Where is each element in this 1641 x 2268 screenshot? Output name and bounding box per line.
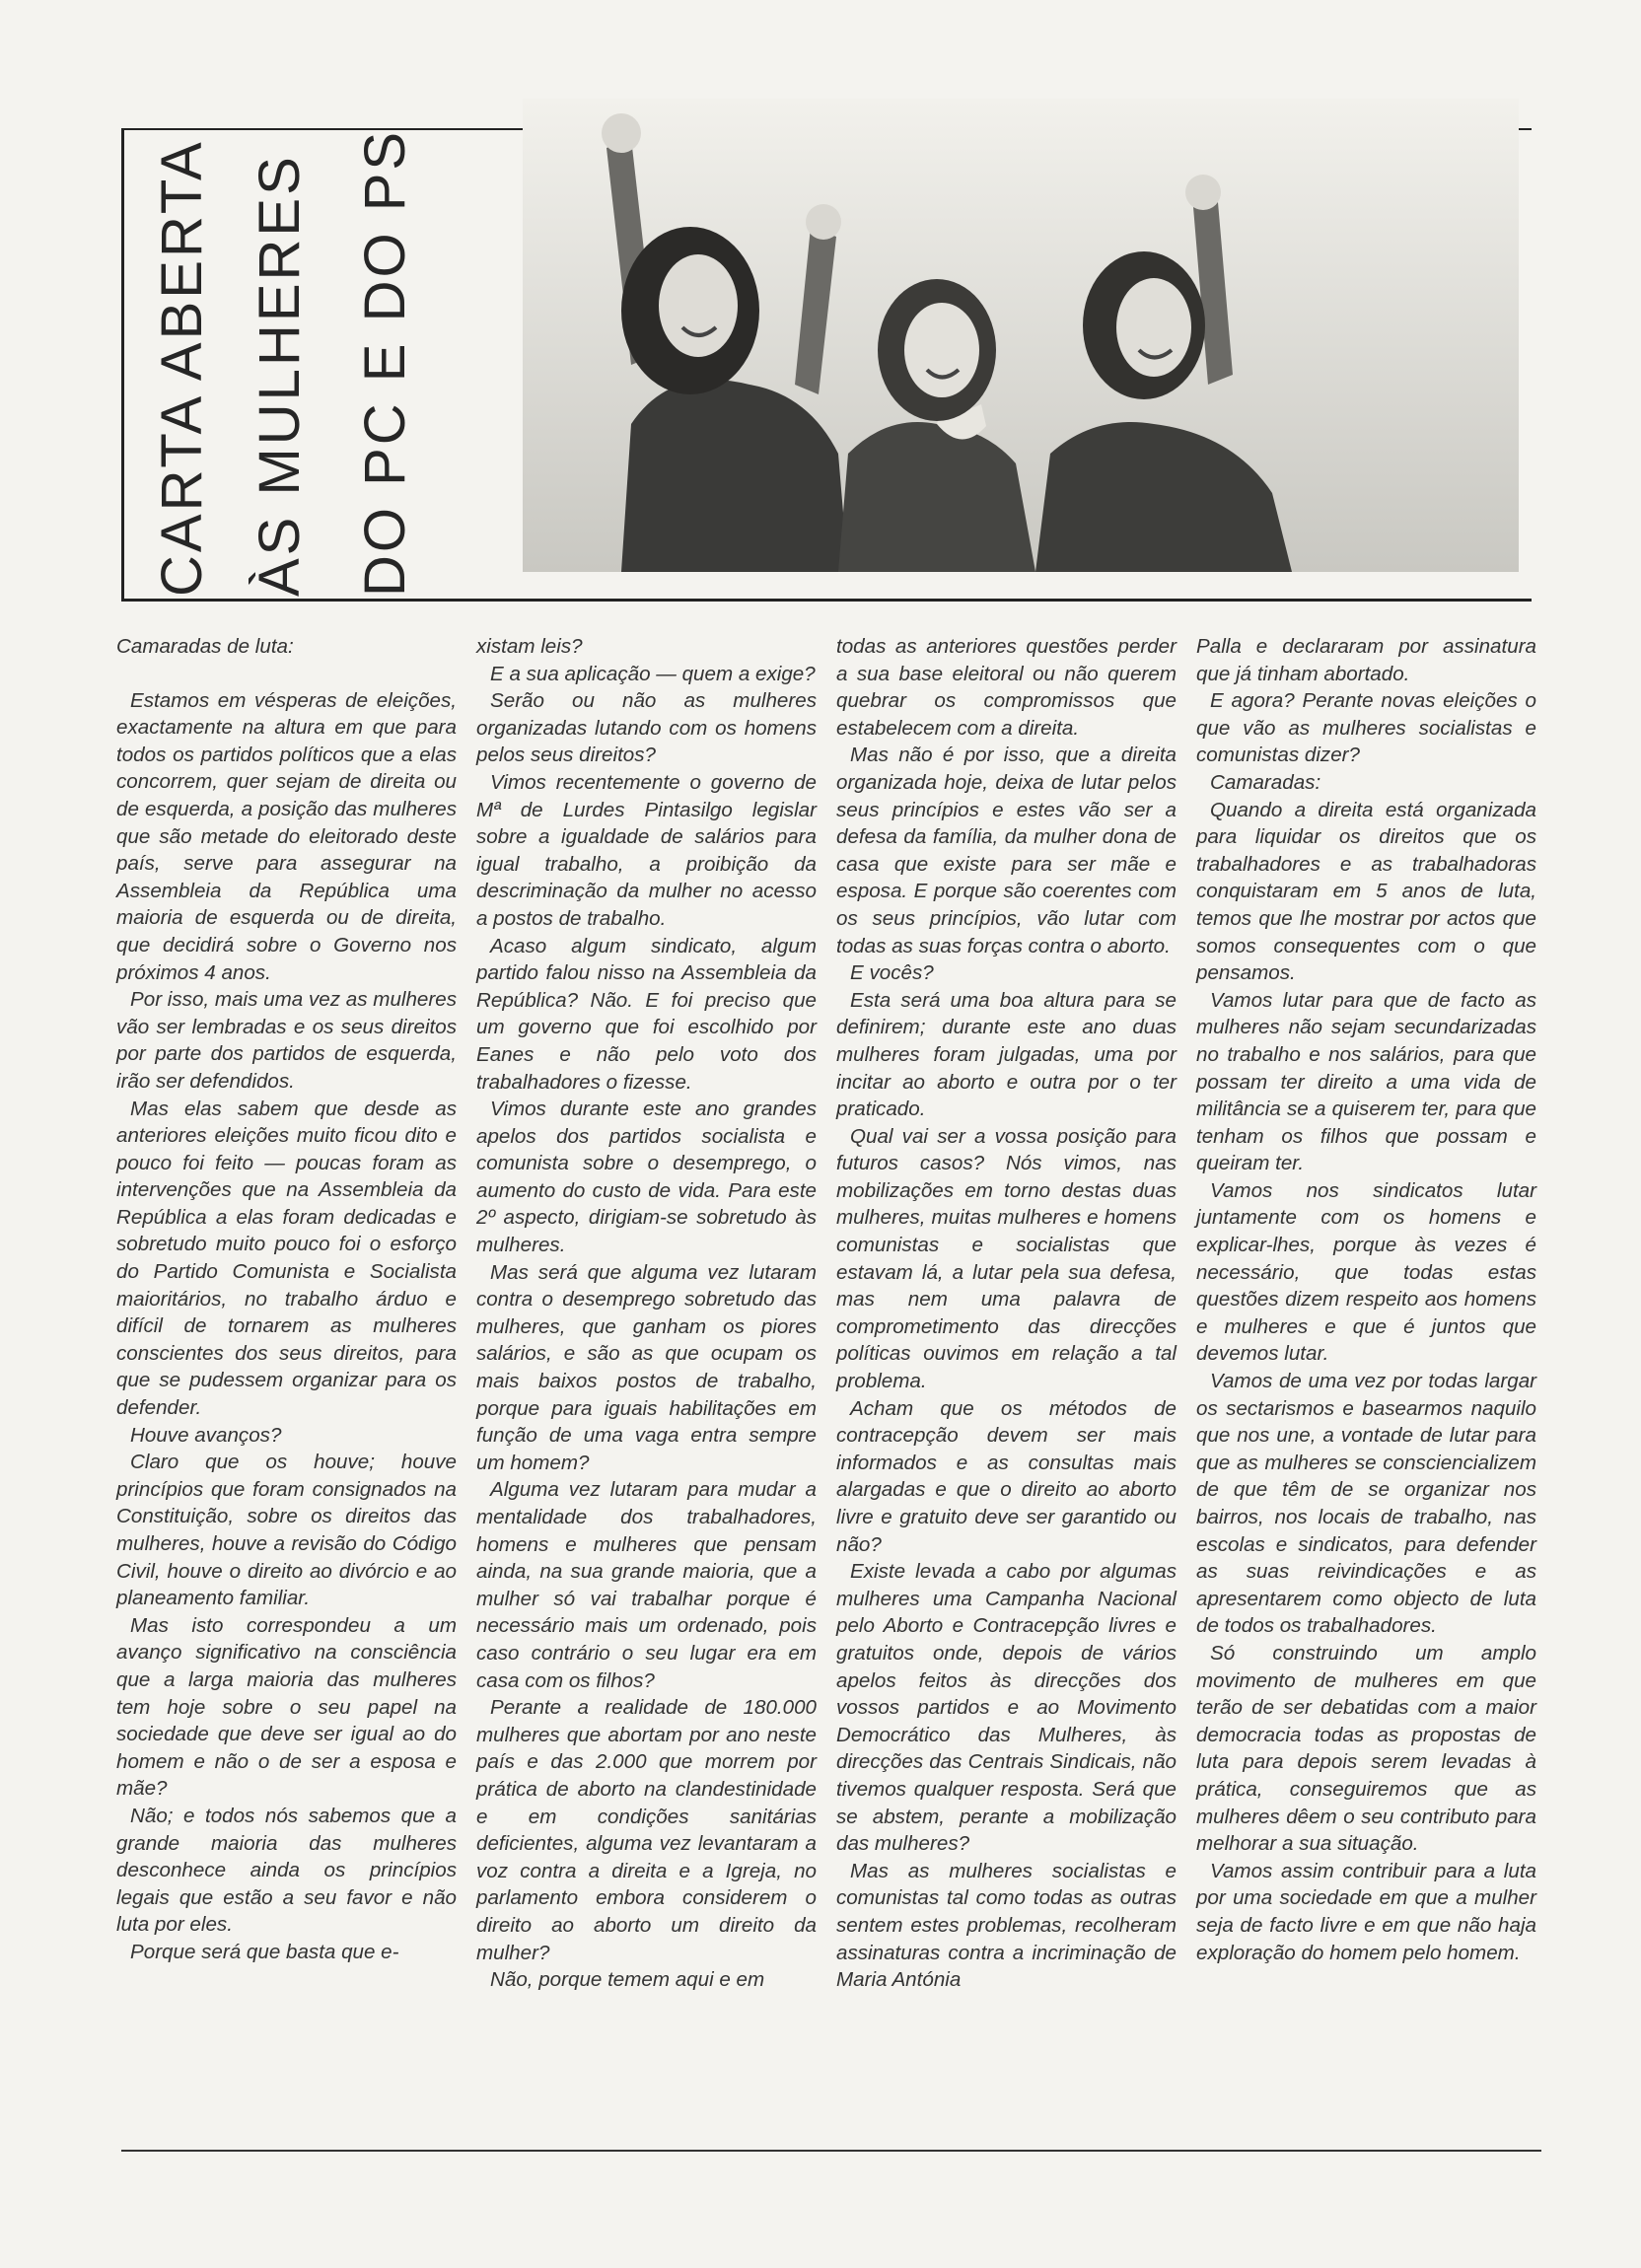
paragraph: Esta será uma boa altura para se definirem; durante este ano duas mulheres foram julgadas, uma por incitar ao aborto e outra por o ter praticado. <box>836 988 1177 1121</box>
paragraph: Acaso algum sindicato, algum partido falou nisso na Assembleia da República? Não. E foi preciso que um governo que foi escolhido por Eanes e não pelo voto dos trabalhadores o fizesse. <box>476 934 817 1094</box>
article-column-1 <box>116 633 457 1966</box>
paragraph: Porque será que basta que e- <box>130 1940 399 1963</box>
paragraph: Vimos recentemente o governo de Mª de Lurdes Pintasilgo legislar sobre a igualdade de salários para igual trabalho, a proibição da descriminação da mulher no acesso a postos de trabalho. <box>476 770 817 930</box>
paragraph: E agora? Perante novas eleições o que vão as mulheres socialistas e comunistas dizer? <box>1196 689 1536 767</box>
paragraph: Serão ou não as mulheres organizadas lutando com os homens pelos seus direitos? <box>476 689 817 767</box>
paragraph: E a sua aplicação — quem a exige? <box>490 662 816 685</box>
paragraph: Palla e declararam por assinatura que já tinham abortado. <box>1196 635 1536 685</box>
three-women-photo <box>523 99 1519 572</box>
paragraph: Não; e todos nós sabemos que a grande maioria das mulheres desconhece ainda os princípios legais que estão a seu favor e não luta por eles. <box>116 1804 457 1937</box>
paragraph: Camaradas: <box>1210 770 1321 794</box>
paragraph: Só construindo um amplo movimento de mulheres em que terão de ser debatidas com a maior democracia todas as propostas de luta para depois serem levadas à prática, conseguiremos que as mulheres dêem o seu contributo para melhorar a sua situação. <box>1196 1641 1536 1856</box>
paragraph: Por isso, mais uma vez as mulheres vão ser lembradas e os seus direitos por parte dos partidos de esquerda, irão ser defendidos. <box>116 988 457 1093</box>
paragraph: xistam leis? <box>476 635 583 658</box>
vertical-title <box>128 128 434 597</box>
title-line-1: CARTA ABERTA <box>150 139 214 597</box>
paragraph: Mas elas sabem que desde as anteriores eleições muito ficou dito e pouco foi feito — poucas foram as intervenções que na Assembleia da República a elas foram dedicadas e sobretudo muito pouco foi o esforço do Partido Comunista e Socialista maioritários, no trabalho árduo e difícil de tornarem as mulheres conscientes dos seus direitos, para que se pudessem organizar para os defender. <box>116 1097 457 1420</box>
article-column-4 <box>1196 633 1536 1966</box>
paragraph: Mas isto correspondeu a um avanço significativo na consciência que a larga maioria das mulheres tem hoje sobre o seu papel na sociedade que deve ser igual ao do homem e não o de ser a esposa e mãe? <box>116 1613 457 1801</box>
paragraph: Vamos lutar para que de facto as mulheres não sejam secundarizadas no trabalho e nos salários, para que possam ter direito a uma vida de militância se a quiserem ter, para que tenham os filhos que possam e queiram ter. <box>1196 988 1536 1175</box>
header-photo <box>523 99 1519 572</box>
title-line-3: DO PC E DO PS <box>353 128 417 597</box>
title-line-2: ÀS MULHERES <box>248 154 312 597</box>
article-body <box>113 633 1543 2152</box>
paragraph: Houve avanços? <box>130 1423 282 1447</box>
paragraph: Quando a direita está organizada para liquidar os direitos que os trabalhadores e as trabalhadoras conquistaram em 5 anos de luta, temos que lhe mostrar por actos que somos consequentes com o que pensamos. <box>1196 798 1536 985</box>
paragraph: Vamos assim contribuir para a luta por uma sociedade em que a mulher seja de facto livre e em que não haja exploração do homem pelo homem. <box>1196 1859 1536 1964</box>
paragraph: Perante a realidade de 180.000 mulheres que abortam por ano neste país e das 2.000 que morrem por prática de aborto na clandestinidade e em condições sanitárias deficientes, alguma vez levantaram a voz contra a direita e a Igreja, no parlamento embora considerem o direito ao aborto um direito da mulher? <box>476 1696 817 1964</box>
paragraph: todas as anteriores questões perder a sua base eleitoral ou não querem quebrar os compromissos que estabelecem com a direita. <box>836 635 1177 740</box>
article-column-3 <box>836 633 1177 1994</box>
paragraph: Camaradas de luta: <box>116 635 294 658</box>
article-column-2 <box>476 633 817 1994</box>
paragraph: Vimos durante este ano grandes apelos dos partidos socialista e comunista sobre o desemprego, o aumento do custo de vida. Para este 2º aspecto, dirigiam-se sobretudo às mulheres. <box>476 1098 817 1257</box>
paragraph: Estamos em vésperas de eleições, exactamente na altura em que para todos os partidos políticos que a elas concorrem, quer sejam de direita ou de esquerda, a posição das mulheres que são metade do eleitorado deste país, serve para assegurar na Assembleia da República uma maioria de esquerda ou de direita, que decidirá sobre o Governo nos próximos 4 anos. <box>116 688 457 984</box>
bottom-rule <box>121 2150 1541 2152</box>
paragraph: Mas não é por isso, que a direita organizada hoje, deixa de lutar pelos seus princípios e estes vão ser a defesa da família, da mulher dona de casa que existe para ser mãe e esposa. E porque são coerentes com os seus princípios, vão lutar com todas as suas forças contra o aborto. <box>836 744 1177 957</box>
paragraph: Acham que os métodos de contracepção devem ser mais informados e as consultas mais alargadas e que o direito ao aborto livre e gratuito deve ser garantido ou não? <box>836 1396 1177 1556</box>
paragraph: Qual vai ser a vossa posição para futuros casos? Nós vimos, nas mobilizações em torno destas duas mulheres, muitas mulheres e homens comunistas e socialistas que estavam lá, a lutar pela sua defesa, mas nem uma palavra de comprometimento das direcções políticas ouvimos em relação a tal problema. <box>836 1124 1177 1393</box>
paragraph: Claro que os houve; houve princípios que foram consignados na Constituição, sobre os direitos das mulheres, houve a revisão do Código Civil, houve o direito ao divórcio e ao planeamento familiar. <box>116 1451 457 1610</box>
paragraph: Não, porque temem aqui e em <box>490 1968 765 1992</box>
paragraph: Existe levada a cabo por algumas mulheres uma Campanha Nacional pelo Aborto e Contracepção livres e gratuitos onde, depois de vários apelos feitos às direcções dos vossos partidos e ao Movimento Democrático das Mulheres, às direcções das Centrais Sindicais, não tivemos qualquer resposta. Será que se abstem, perante a mobilização das mulheres? <box>836 1560 1177 1856</box>
paragraph: Vamos nos sindicatos lutar juntamente com os homens e explicar-lhes, porque às vezes é necessário, que todas estas questões dizem respeito aos homens e mulheres e que é juntos que devemos lutar. <box>1196 1178 1536 1366</box>
paragraph: Mas as mulheres socialistas e comunistas tal como todas as outras sentem estes problemas, recolheram assinaturas contra a incriminação de Maria Antónia <box>836 1859 1177 1992</box>
paragraph: E vocês? <box>850 961 934 985</box>
paragraph: Vamos de uma vez por todas largar os sectarismos e basearmos naquilo que nos une, a vontade de lutar para que as mulheres se consciencializem de que têm de se organizar nos bairros, nos locais de trabalho, nas escolas e sindicatos, para defender as suas reivindicações e as apresentarem como objecto de luta de todos os trabalhadores. <box>1196 1370 1536 1638</box>
paragraph: Mas será que alguma vez lutaram contra o desemprego sobretudo das mulheres, que ganham os piores salários, e são as que ocupam os mais baixos postos de trabalho, porque para iguais habilitações em função de uma vaga entra sempre um homem? <box>476 1260 817 1474</box>
paragraph: Alguma vez lutaram para mudar a mentalidade dos trabalhadores, homens e mulheres que pensam ainda, na sua grande maioria, que a mulher só vai trabalhar porque é necessário mais um ordenado, pois caso contrário o seu lugar era em casa com os filhos? <box>476 1478 817 1692</box>
